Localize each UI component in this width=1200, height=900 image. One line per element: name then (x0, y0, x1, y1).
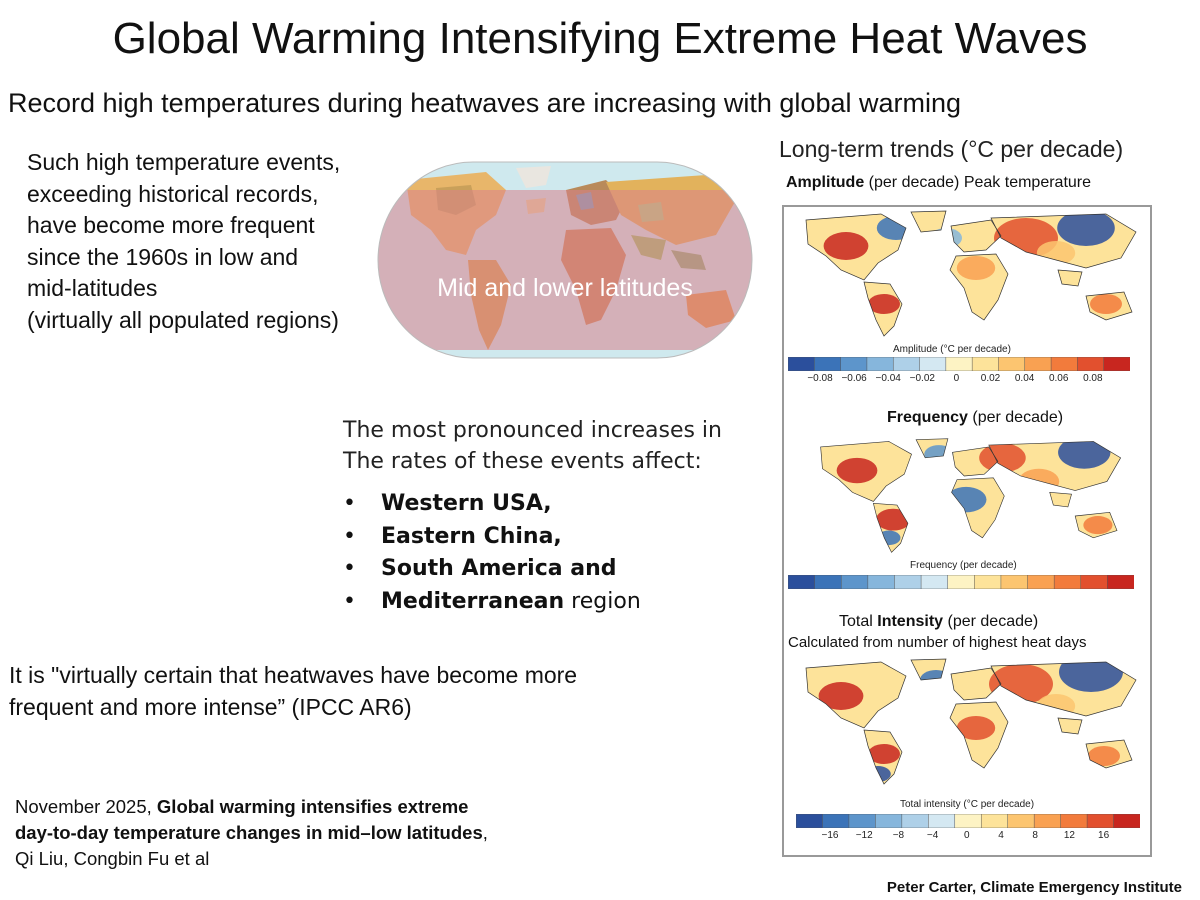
region-name: South America and (381, 556, 617, 581)
colorbar-swatch (841, 357, 868, 371)
colorbar-tick-label: 0.06 (1048, 373, 1069, 384)
colorbar-tick-label: 0.02 (980, 373, 1001, 384)
colorbar-swatch (894, 575, 921, 589)
author-credit: Peter Carter, Climate Emergency Institute (886, 879, 1182, 896)
pronounced-line: The rates of these events affect: (343, 449, 702, 474)
frequency-trend-map (786, 436, 1148, 556)
frequency-colorbar (788, 575, 1134, 589)
ipcc-line: It is "virtually certain that heatwaves have become more (9, 662, 578, 688)
intensity-title-rest: (per decade) (943, 613, 1039, 630)
colorbar-swatch (1008, 814, 1035, 828)
region-list-item (343, 586, 641, 619)
colorbar-swatch (1034, 814, 1061, 828)
intro-text (27, 147, 397, 336)
colorbar-swatch (948, 575, 975, 589)
colorbar-swatch (841, 575, 868, 589)
intro-line: Such high temperature events, (27, 149, 341, 175)
latitude-band (376, 190, 754, 350)
citation-date: November 2025, (15, 796, 157, 817)
colorbar-tick-label: −0.02 (909, 373, 935, 384)
colorbar-swatch (815, 575, 842, 589)
intensity-title-bold: Intensity (877, 613, 944, 630)
colorbar-swatch (1087, 814, 1114, 828)
colorbar-tick-label: 4 (998, 830, 1004, 841)
intro-line: (virtually all populated regions) (27, 306, 339, 333)
ipcc-line: frequent and more intense” (IPCC AR6) (9, 694, 412, 720)
colorbar-swatch (981, 814, 1008, 828)
frequency-colorbar-label: Frequency (per decade) (910, 560, 1017, 571)
colorbar-swatch (796, 814, 823, 828)
colorbar-tick-label: 0 (964, 830, 970, 841)
citation-title: Global warming intensifies extreme (156, 796, 469, 817)
intensity-colorbar-label: Total intensity (°C per decade) (900, 799, 1035, 810)
colorbar-tick-label: 16 (1098, 830, 1110, 841)
colorbar-tick-label: −8 (892, 830, 905, 841)
colorbar-swatch (902, 814, 929, 828)
intro-line: mid-latitudes (27, 275, 158, 301)
intro-line: since the 1960s in low and (27, 243, 299, 270)
intro-line: exceeding historical records, (27, 180, 319, 207)
frequency-title-rest: (per decade) (967, 409, 1064, 426)
colorbar-swatch (1114, 814, 1140, 828)
colorbar-tick-label: −0.06 (841, 373, 867, 384)
colorbar-swatch (955, 814, 982, 828)
colorbar-swatch (1054, 575, 1081, 589)
colorbar-tick-label: −12 (855, 830, 873, 841)
colorbar-swatch (1028, 575, 1055, 589)
colorbar-swatch (814, 357, 841, 371)
latitude-band-label: Mid and lower latitudes (437, 274, 693, 302)
colorbar-swatch (867, 357, 894, 371)
amplitude-colorbar-ticks (0, 373, 1200, 387)
colorbar-swatch (875, 814, 902, 828)
colorbar-tick-label: 8 (1032, 830, 1038, 841)
amplitude-trend-map (786, 208, 1148, 340)
colorbar-swatch (788, 357, 815, 371)
slide-subtitle: Record high temperatures during heatwaves are increasing with global warming (8, 88, 962, 118)
region-list (343, 488, 641, 618)
citation-title: day-to-day temperature changes in mid–low latitudes (15, 822, 483, 843)
pronounced-line: The most pronounced increases in (343, 418, 722, 443)
colorbar-swatch (928, 814, 955, 828)
amplitude-colorbar (788, 357, 1130, 371)
region-name: Eastern China, (381, 523, 562, 549)
colorbar-tick-label: −16 (821, 830, 839, 841)
colorbar-swatch (1077, 357, 1104, 371)
trends-title: Long-term trends (°C per decade) (779, 136, 1124, 162)
intensity-colorbar (796, 814, 1140, 828)
bullet-icon: • (343, 523, 356, 549)
citation-comma: , (482, 822, 488, 843)
intensity-trend-map (786, 656, 1148, 788)
colorbar-tick-label: 0 (953, 373, 960, 384)
ipcc-quote (9, 659, 577, 723)
colorbar-swatch (1051, 357, 1078, 371)
colorbar-swatch (920, 357, 947, 371)
colorbar-swatch (788, 575, 815, 589)
colorbar-swatch (972, 357, 999, 371)
intensity-title (839, 613, 1038, 631)
citation-authors: Qi Liu, Congbin Fu et al (15, 848, 210, 869)
frequency-title-bold: Frequency (887, 409, 968, 426)
amplitude-colorbar-label: Amplitude (°C per decade) (893, 344, 1011, 355)
colorbar-tick-label: −0.08 (807, 373, 833, 384)
intensity-subtitle: Calculated from number of highest heat days (788, 634, 1087, 651)
intensity-colorbar-ticks (0, 830, 1200, 844)
region-list-item (343, 553, 641, 586)
region-name: Mediterranean (381, 588, 565, 614)
colorbar-swatch (1107, 575, 1134, 589)
region-list-item (343, 488, 641, 521)
amplitude-title (786, 174, 1091, 192)
intensity-title-pre: Total (839, 613, 878, 630)
colorbar-swatch (1001, 575, 1028, 589)
colorbar-swatch (822, 814, 849, 828)
bullet-icon: • (343, 588, 356, 614)
frequency-title (887, 409, 1063, 427)
pronounced-increases-text (343, 415, 722, 477)
colorbar-tick-label: −4 (926, 830, 939, 841)
bullet-icon: • (343, 491, 356, 516)
colorbar-swatch (849, 814, 876, 828)
colorbar-tick-label: 0.04 (1014, 373, 1035, 384)
colorbar-swatch (1081, 575, 1108, 589)
amplitude-title-rest: (per decade) Peak temperature (864, 174, 1092, 191)
colorbar-swatch (974, 575, 1001, 589)
colorbar-swatch (998, 357, 1025, 371)
region-suffix: region (564, 588, 641, 614)
region-name: Western USA, (381, 491, 552, 516)
world-political-map (376, 160, 754, 360)
colorbar-tick-label: 0.08 (1083, 373, 1103, 384)
page-title: Global Warming Intensifying Extreme Heat Waves (112, 14, 1088, 63)
colorbar-swatch (893, 357, 920, 371)
colorbar-swatch (1025, 357, 1052, 371)
region-list-item (343, 521, 641, 554)
intro-line: have become more frequent (27, 212, 315, 238)
colorbar-tick-label: 12 (1063, 830, 1075, 841)
colorbar-swatch (946, 357, 973, 371)
colorbar-tick-label: −0.04 (875, 373, 901, 384)
colorbar-swatch (868, 575, 895, 589)
amplitude-title-bold: Amplitude (786, 174, 865, 191)
colorbar-swatch (921, 575, 948, 589)
colorbar-swatch (1061, 814, 1088, 828)
colorbar-swatch (1104, 357, 1130, 371)
bullet-icon: • (343, 556, 356, 581)
